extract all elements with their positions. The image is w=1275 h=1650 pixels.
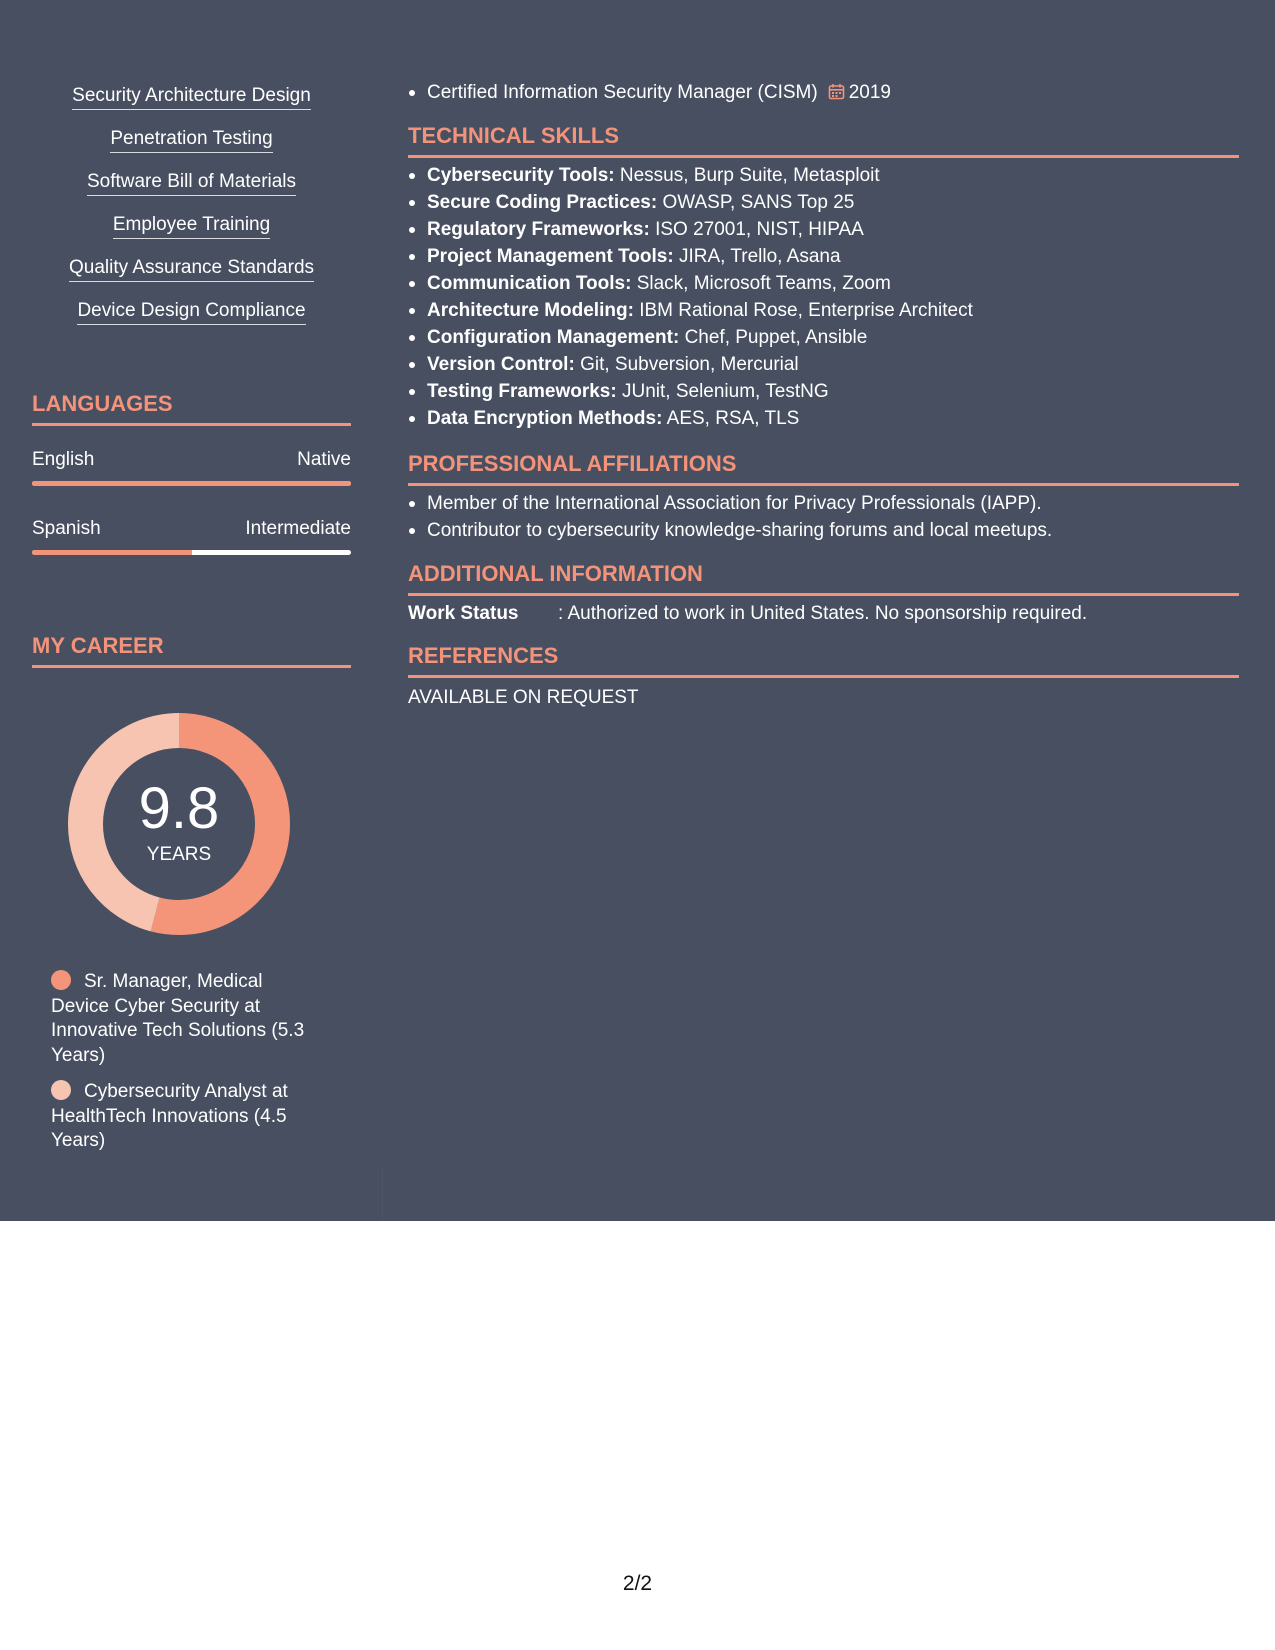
legend-dot-icon <box>51 1080 71 1100</box>
column-divider <box>382 1168 383 1221</box>
skill-item: Testing Frameworks: JUnit, Selenium, TestNG <box>408 378 1239 405</box>
language-level: Intermediate <box>245 518 351 539</box>
career-item <box>51 1080 321 1154</box>
affiliation-item: Member of the International Association for Privacy Professionals (IAPP). <box>408 490 1239 517</box>
work-status-label: Work Status <box>408 603 519 624</box>
language-proficiency-fill <box>32 550 192 555</box>
career-title: MY CAREER <box>32 633 351 668</box>
page-number: 2/2 <box>622 1572 653 1595</box>
certification-item <box>408 79 1239 108</box>
affiliations-list <box>408 490 1239 544</box>
skill-item: Regulatory Frameworks: ISO 27001, NIST, HIPAA <box>408 216 1239 243</box>
skill-item: Data Encryption Methods: AES, RSA, TLS <box>408 405 1239 432</box>
career-donut-chart <box>67 712 291 936</box>
career-total-value: 9.8 <box>138 776 220 841</box>
skill-item: Cybersecurity Tools: Nessus, Burp Suite, Metasploit <box>408 162 1239 189</box>
skill-item: Configuration Management: Chef, Puppet, Ansible <box>408 324 1239 351</box>
skill-item: Secure Coding Practices: OWASP, SANS Top 25 <box>408 189 1239 216</box>
additional-info-title: ADDITIONAL INFORMATION <box>408 561 1239 596</box>
affiliation-item: Contributor to cybersecurity knowledge-sharing forums and local meetups. <box>408 517 1239 544</box>
languages-title: LANGUAGES <box>32 391 351 426</box>
skill-tag: Penetration Testing <box>110 127 272 153</box>
language-proficiency-bar <box>32 481 351 486</box>
career-item-text: Sr. Manager, Medical Device Cyber Security at Innovative Tech Solutions (5.3 Years) <box>51 971 305 1066</box>
technical-skills-list <box>408 162 1239 432</box>
language-proficiency-bar <box>32 550 351 555</box>
career-item <box>51 970 321 1068</box>
skill-item: Project Management Tools: JIRA, Trello, Asana <box>408 243 1239 270</box>
skill-item: Architecture Modeling: IBM Rational Rose, Enterprise Architect <box>408 297 1239 324</box>
skill-tag: Employee Training <box>113 213 270 239</box>
work-status-value: : Authorized to work in United States. No sponsorship required. <box>558 603 1088 624</box>
language-english <box>32 448 351 486</box>
certification-list <box>408 79 1239 108</box>
language-level: Native <box>297 449 351 470</box>
certification-name: Certified Information Security Manager (CISM) <box>427 82 818 103</box>
work-status-row <box>408 601 1239 627</box>
career-total-unit: YEARS <box>146 844 212 865</box>
skill-tag: Device Design Compliance <box>77 299 305 325</box>
career-item-text: Cybersecurity Analyst at HealthTech Innovations (4.5 Years) <box>51 1081 288 1151</box>
skill-tag: Security Architecture Design <box>72 84 311 110</box>
calendar-icon <box>828 81 845 108</box>
language-proficiency-fill <box>32 481 351 486</box>
affiliations-title: PROFESSIONAL AFFILIATIONS <box>408 451 1239 486</box>
language-spanish <box>32 517 351 555</box>
references-title: REFERENCES <box>408 643 1239 678</box>
certification-year: 2019 <box>848 82 891 103</box>
technical-skills-title: TECHNICAL SKILLS <box>408 123 1239 158</box>
skill-tag: Quality Assurance Standards <box>69 256 314 282</box>
career-legend <box>51 970 321 1166</box>
left-sidebar <box>32 0 351 1221</box>
skill-tag: Software Bill of Materials <box>87 170 296 196</box>
references-text: AVAILABLE ON REQUEST <box>408 687 639 708</box>
language-name: Spanish <box>32 518 101 539</box>
legend-dot-icon <box>51 970 71 990</box>
skill-item: Version Control: Git, Subversion, Mercurial <box>408 351 1239 378</box>
skill-item: Communication Tools: Slack, Microsoft Teams, Zoom <box>408 270 1239 297</box>
language-name: English <box>32 449 95 470</box>
skill-tags <box>32 84 351 342</box>
